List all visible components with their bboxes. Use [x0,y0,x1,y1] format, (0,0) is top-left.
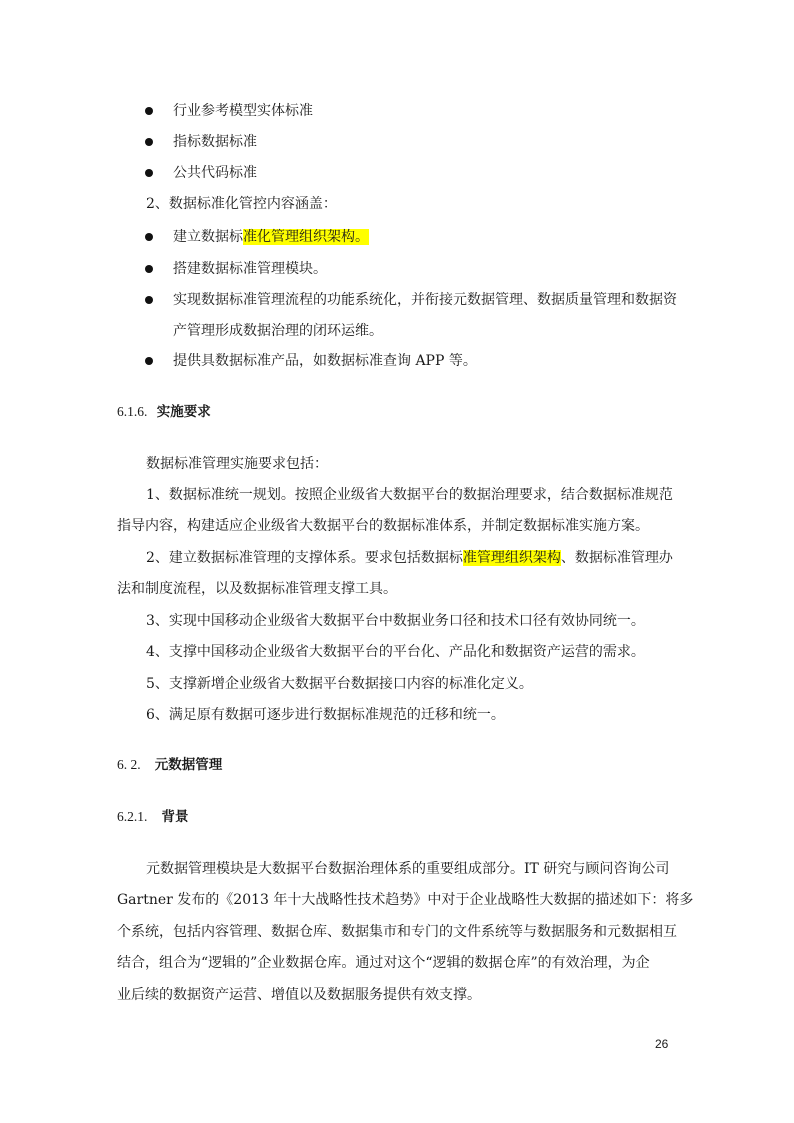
bullet-icon [145,357,153,365]
paragraph-line: 元数据管理模块是大数据平台数据治理体系的重要组成部分。IT 研究与顾问咨询公司 [146,861,670,877]
bullet-item: 指标数据标准 [173,134,257,150]
section-title: 背景 [161,809,189,825]
section-title: 元数据管理 [154,757,223,773]
list-heading: 2、数据标准化管控内容涵盖： [146,196,337,212]
paragraph-text: 、数据标准管理办 [560,550,673,566]
paragraph-line: 个系统，包括内容管理、数据仓库、数据集市和专门的文件系统等与数据服务和元数据相互 [117,924,677,940]
section-number: 6.2.1. [117,809,148,824]
bullet-item-continued: 产管理形成数据治理的闭环运维。 [173,323,383,339]
bullet-icon [145,107,153,115]
bullet-icon [145,233,153,241]
paragraph-line: 6、满足原有数据可逐步进行数据标准规范的迁移和统一。 [146,707,505,723]
paragraph-line: 1、数据标准统一规划。按照企业级省大数据平台的数据治理要求，结合数据标准规范 [146,487,673,503]
bullet-item [173,228,369,246]
section-heading [117,403,211,421]
bullet-item: 提供具数据标准产品，如数据标准查询 APP 等。 [173,353,477,369]
page-number: 26 [655,1037,669,1051]
highlighted-text: 准管理组织架构 [462,550,561,566]
paragraph-line: 指导内容，构建适应企业级省大数据平台的数据标准体系，并制定数据标准实施方案。 [117,518,649,534]
section-number: 6. 2. [117,757,141,772]
bullet-icon [145,296,153,304]
paragraph-text: 2、建立数据标准管理的支撑体系。要求包括数据标 [146,550,463,566]
bullet-text: 建立数据标 [173,229,243,245]
section-heading [117,756,222,774]
paragraph-line: 3、实现中国移动企业级省大数据平台中数据业务口径和技术口径有效协同统一。 [146,613,645,629]
bullet-item: 行业参考模型实体标准 [173,103,313,119]
bullet-icon [145,265,153,273]
section-number: 6.1.6. [117,404,148,419]
bullet-item: 公共代码标准 [173,165,257,181]
bullet-item: 实现数据标准管理流程的功能系统化，并衔接元数据管理、数据质量管理和数据资 [173,292,677,308]
paragraph-line: 业后续的数据资产运营、增值以及数据服务提供有效支撑。 [117,987,481,1003]
highlighted-text: 准化管理组织架构。 [243,229,369,245]
section-heading [117,808,188,826]
paragraph-line: 法和制度流程，以及数据标准管理支撑工具。 [117,581,397,597]
paragraph-line: 5、支撑新增企业级省大数据平台数据接口内容的标准化定义。 [146,676,533,692]
paragraph-line: Gartner 发布的《2013 年十大战略性技术趋势》中对于企业战略性大数据的描述如下：将多 [117,892,694,908]
section-title: 实施要求 [156,404,211,420]
paragraph-line: 数据标准管理实施要求包括： [146,456,328,472]
bullet-item: 搭建数据标准管理模块。 [173,261,327,277]
paragraph-line: 结合，组合为“逻辑的”企业数据仓库。通过对这个“逻辑的数据仓库”的有效治理，为企 [117,955,650,971]
bullet-icon [145,169,153,177]
bullet-icon [145,138,153,146]
paragraph-line [146,549,673,567]
paragraph-line: 4、支撑中国移动企业级省大数据平台的平台化、产品化和数据资产运营的需求。 [146,644,645,660]
